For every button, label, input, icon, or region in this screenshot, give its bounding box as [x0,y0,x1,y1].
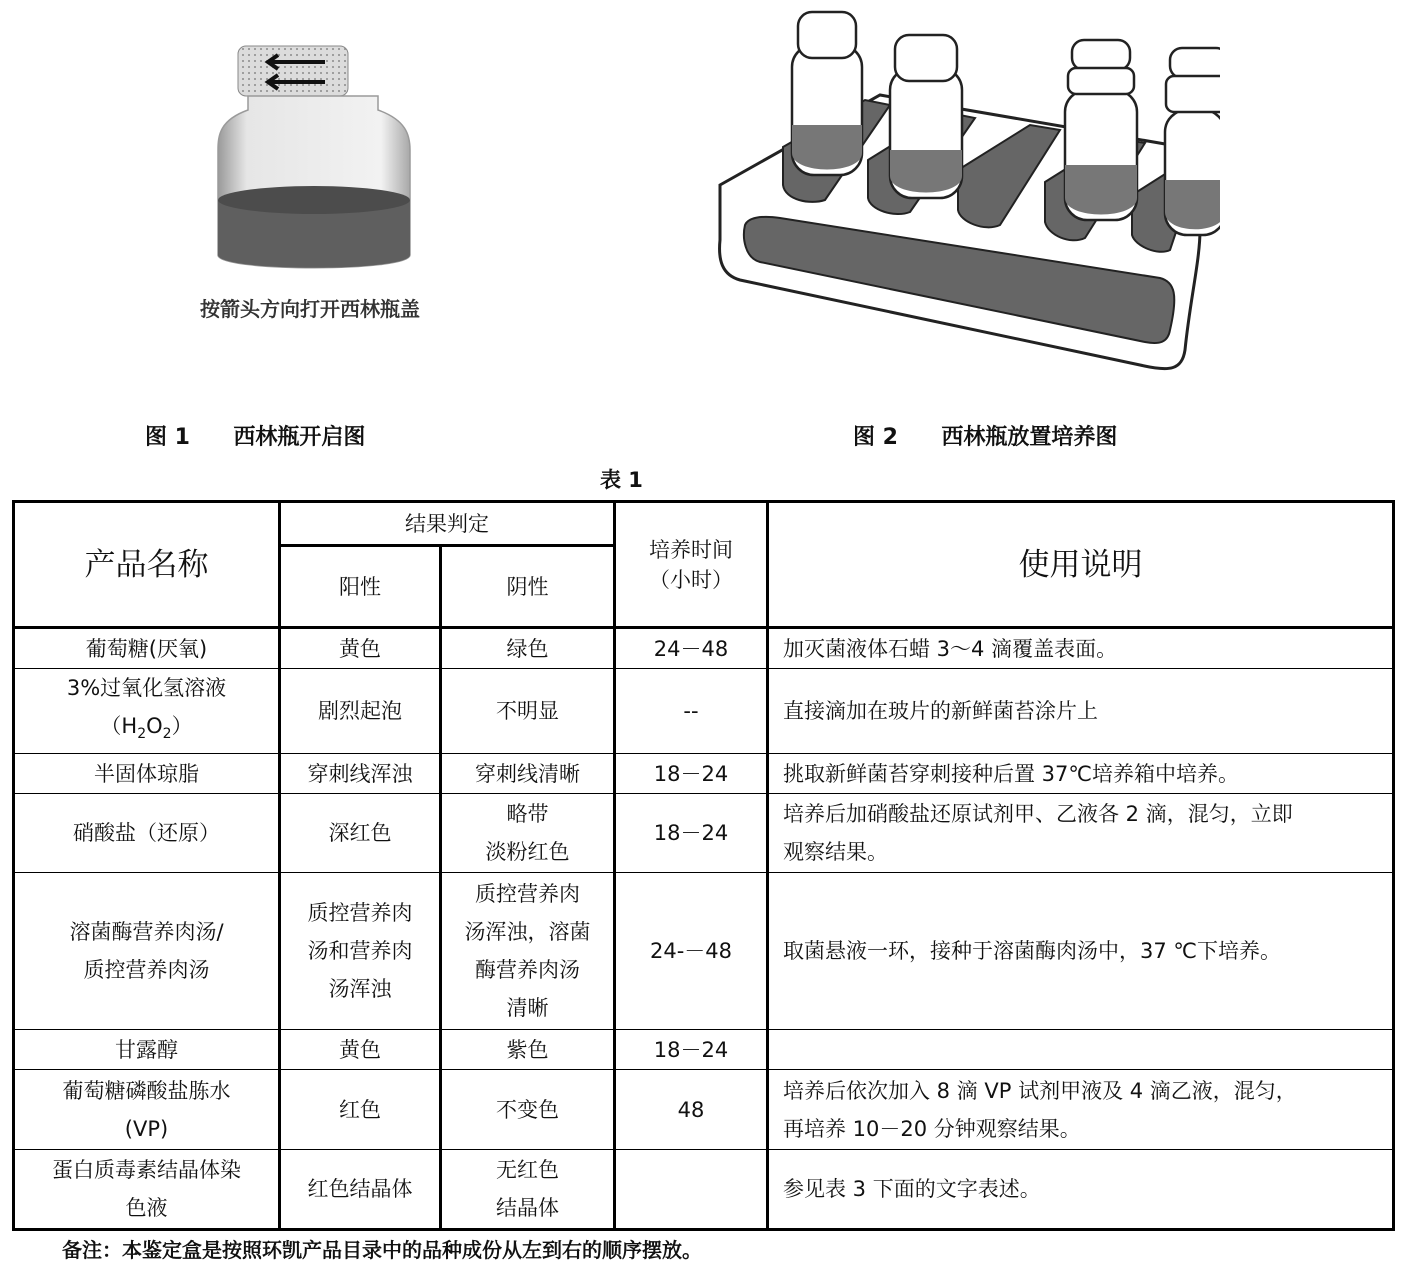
figure-2-number: 图 2 [853,425,898,450]
negative-result: 绿色 [441,628,615,669]
usage-note: 直接滴加在玻片的新鲜菌苔涂片上 [768,669,1394,754]
usage-note-line: 观察结果。 [783,840,888,865]
vial-opening-illustration [150,10,470,330]
header-product: 产品名称 [14,502,280,628]
product-name: 甘露醇 [14,1030,280,1070]
positive-result: 剧烈起泡 [280,669,441,754]
figure-2-title: 西林瓶放置培养图 [941,425,1118,450]
formula-subscript: 2 [162,726,172,743]
negative-result [441,794,615,873]
product-name-line: 溶菌酶营养肉汤/ [69,920,224,945]
product-name-line: 质控营养肉汤 [83,958,210,983]
table-row [14,873,1394,1030]
culture-time: -- [615,669,768,754]
negative-result: 穿刺线清晰 [441,754,615,794]
formula-subscript: 2 [137,726,147,743]
culture-time: 18－24 [615,754,768,794]
usage-note [768,794,1394,873]
negative-result: 不明显 [441,669,615,754]
product-name [14,669,280,754]
negative-result: 紫色 [441,1030,615,1070]
product-name [14,1070,280,1150]
culture-time: 48 [615,1070,768,1150]
header-usage: 使用说明 [768,502,1394,628]
culture-time: 18－24 [615,794,768,873]
product-name: 半固体琼脂 [14,754,280,794]
usage-note: 挑取新鲜菌苔穿刺接种后置 37℃培养箱中培养。 [768,754,1394,794]
positive-result: 红色 [280,1070,441,1150]
product-name-line: 蛋白质毒素结晶体染 [52,1158,241,1183]
product-name-line: 3%过氧化氢溶液 [66,676,227,700]
usage-note-line: 培养后加硝酸盐还原试剂甲、乙液各 2 滴，混匀，立即 [783,802,1293,827]
figure-1-title: 西林瓶开启图 [233,425,366,450]
positive-result-line: 汤浑浊 [328,977,392,1002]
product-name-formula [21,707,272,753]
table-title: 表 1 [600,468,643,492]
usage-note-line: 培养后依次加入 8 滴 VP 试剂甲液及 4 滴乙液，混匀， [783,1078,1297,1103]
negative-result [441,1150,615,1230]
negative-result-line: 无红色 [496,1158,559,1183]
usage-note [768,1030,1394,1070]
table-row [14,1030,1394,1070]
identification-table [12,500,1395,1231]
positive-result: 穿刺线浑浊 [280,754,441,794]
positive-result: 黄色 [280,1030,441,1070]
formula-part: （H [100,714,138,738]
positive-result: 深红色 [280,794,441,873]
usage-note [768,1070,1394,1150]
culture-time [615,1150,768,1230]
product-name-line: 色液 [125,1196,168,1221]
table-row [14,669,1394,754]
usage-note: 加灭菌液体石蜡 3～4 滴覆盖表面。 [768,628,1394,669]
product-name [14,1150,280,1230]
product-name: 葡萄糖(厌氧) [14,628,280,669]
figure-1-number: 图 1 [145,425,190,450]
negative-result-line: 质控营养肉 [475,882,580,907]
negative-result-line: 略带 [506,802,549,827]
table-row [14,1150,1394,1230]
culture-time: 24－48 [615,628,768,669]
negative-result [441,873,615,1030]
culture-time: 18－24 [615,1030,768,1070]
vial-rack-illustration [700,0,1220,400]
header-row [14,502,1394,546]
product-name-line: (VP) [124,1116,169,1141]
figure-2-caption [853,420,1117,451]
usage-note: 取菌悬液一环，接种于溶菌酶肉汤中，37 ℃下培养。 [768,873,1394,1030]
table-row [14,794,1394,873]
product-name: 硝酸盐（还原） [14,794,280,873]
positive-result-line: 汤和营养肉 [307,939,413,964]
negative-result-line: 淡粉红色 [485,840,570,865]
table-row [14,1070,1394,1150]
culture-time: 24-－48 [615,873,768,1030]
figure-1-caption [145,420,365,451]
negative-result-line: 酶营养肉汤 [475,958,580,983]
positive-result: 红色结晶体 [280,1150,441,1230]
footnote: 备注：本鉴定盒是按照环凯产品目录中的品种成份从左到右的顺序摆放。 [62,1238,702,1262]
positive-result [280,873,441,1030]
header-result: 结果判定 [280,502,615,546]
header-positive: 阳性 [280,546,441,628]
negative-result: 不变色 [441,1070,615,1150]
header-negative: 阴性 [441,546,615,628]
usage-note-line: 再培养 10－20 分钟观察结果。 [783,1116,1081,1141]
header-time-label: 培养时间 [649,537,733,562]
formula-part: O [146,714,163,738]
header-time-unit: （小时） [649,567,733,592]
header-time [615,502,768,628]
fig1-inner-label: 按箭头方向打开西林瓶盖 [200,297,420,321]
negative-result-line: 结晶体 [496,1196,559,1221]
product-name [14,873,280,1030]
negative-result-line: 汤浑浊，溶菌 [464,920,591,945]
table-row [14,754,1394,794]
usage-note: 参见表 3 下面的文字表述。 [768,1150,1394,1230]
table-row [14,628,1394,669]
product-name-line: 葡萄糖磷酸盐胨水 [62,1078,231,1103]
negative-result-line: 清晰 [506,996,549,1021]
formula-part: ） [171,714,193,738]
positive-result-line: 质控营养肉 [307,901,413,926]
positive-result: 黄色 [280,628,441,669]
